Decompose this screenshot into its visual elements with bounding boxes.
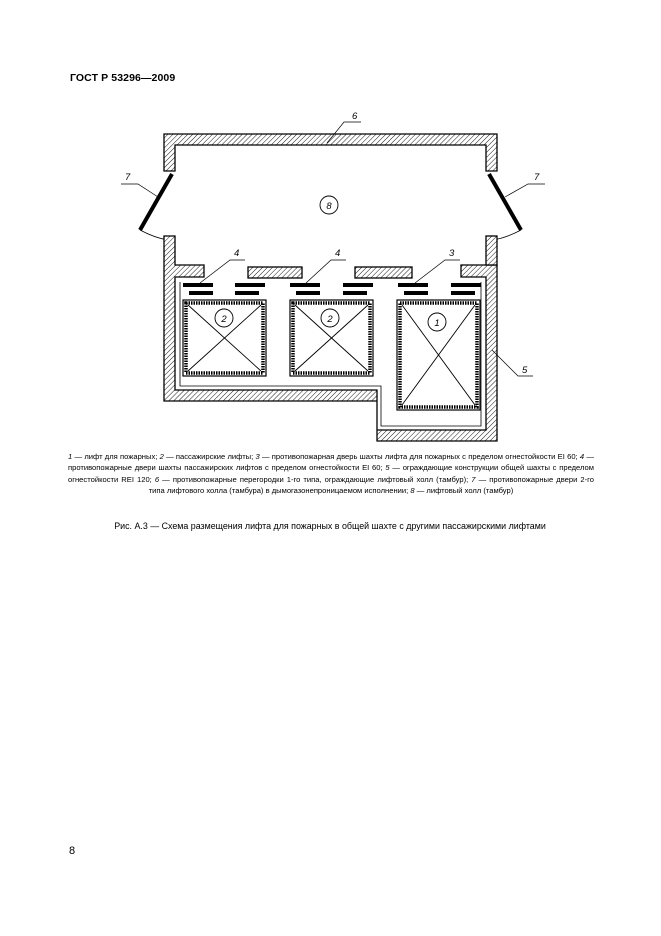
legend-num-5: 5 <box>385 463 390 473</box>
hall-label: 8 <box>326 201 332 212</box>
elevator-cabin-1 <box>183 300 266 376</box>
leader-4-mid <box>306 260 346 283</box>
legend-num-8: 8 <box>410 485 415 495</box>
elevator-cabin-2 <box>290 300 373 376</box>
callout-6: 6 <box>352 111 358 122</box>
legend-num-4: 4 <box>579 452 585 461</box>
legend-num-3: 3 <box>255 452 260 461</box>
legend-text-7: — противопожарные двери 2-го типа лифтового холла (тамбура) в дымогазонепроницаемом исполнении; <box>148 474 594 495</box>
callout-7-left: 7 <box>125 172 131 183</box>
cabin-label-2: 2 <box>327 314 333 325</box>
callout-5: 5 <box>522 365 528 376</box>
hall-door-right <box>489 174 521 230</box>
leader-7-left <box>121 184 158 197</box>
legend-text-6: — противопожарные перегородки 1-го типа, ограждающие лифтовый холл (тамбур); <box>159 474 472 484</box>
shaft-door-cab2 <box>290 283 373 295</box>
callout-4-left: 4 <box>234 248 240 259</box>
legend-text-8: — лифтовый холл (тамбур) <box>414 485 514 495</box>
document-header: ГОСТ Р 53296—2009 <box>70 72 176 84</box>
wall-segment-2 <box>355 267 412 278</box>
callout-4-mid: 4 <box>335 248 341 259</box>
legend-num-2: 2 <box>159 452 164 461</box>
hall-partition-wall <box>164 134 497 171</box>
legend-text-2: — пассажирские лифты; <box>163 452 256 461</box>
legend-num-1: 1 <box>68 452 73 461</box>
legend-text-1: — лифт для пожарных; <box>72 452 160 461</box>
wall-segment-1 <box>248 267 302 278</box>
elevator-cabin-fire <box>397 300 480 410</box>
callout-3: 3 <box>449 248 455 259</box>
legend-num-6: 6 <box>154 474 160 484</box>
leader-4-left <box>200 260 245 283</box>
hall-partition-segment <box>486 236 497 265</box>
legend-num-7: 7 <box>471 474 476 484</box>
leader-3 <box>415 260 460 283</box>
hall-door-left <box>140 174 172 230</box>
figure-caption: Рис. А.3 — Схема размещения лифта для пожарных в общей шахте с другими пассажирскими лифтами <box>114 521 546 531</box>
figure-legend <box>68 451 594 496</box>
legend-text-5: — ограждающие конструкции общей шахты с пределом огнестойкости REI 120; <box>68 463 594 484</box>
leader-7-right <box>505 184 545 197</box>
callout-7-right: 7 <box>534 172 540 183</box>
legend-text-4: — противопожарные двери шахты пассажирских лифтов с пределом огнестойкости EI 60; <box>68 452 594 473</box>
shaft-door-fire-elevator <box>398 283 481 295</box>
shaft-door-cab1 <box>183 283 265 295</box>
cabin-label-3: 1 <box>434 318 440 329</box>
cabin-label-1: 2 <box>221 314 227 325</box>
page-number: 8 <box>69 845 76 857</box>
legend-text-3: — противопожарная дверь шахты лифта для пожарных с пределом огнестойкости EI 60; <box>259 452 580 461</box>
